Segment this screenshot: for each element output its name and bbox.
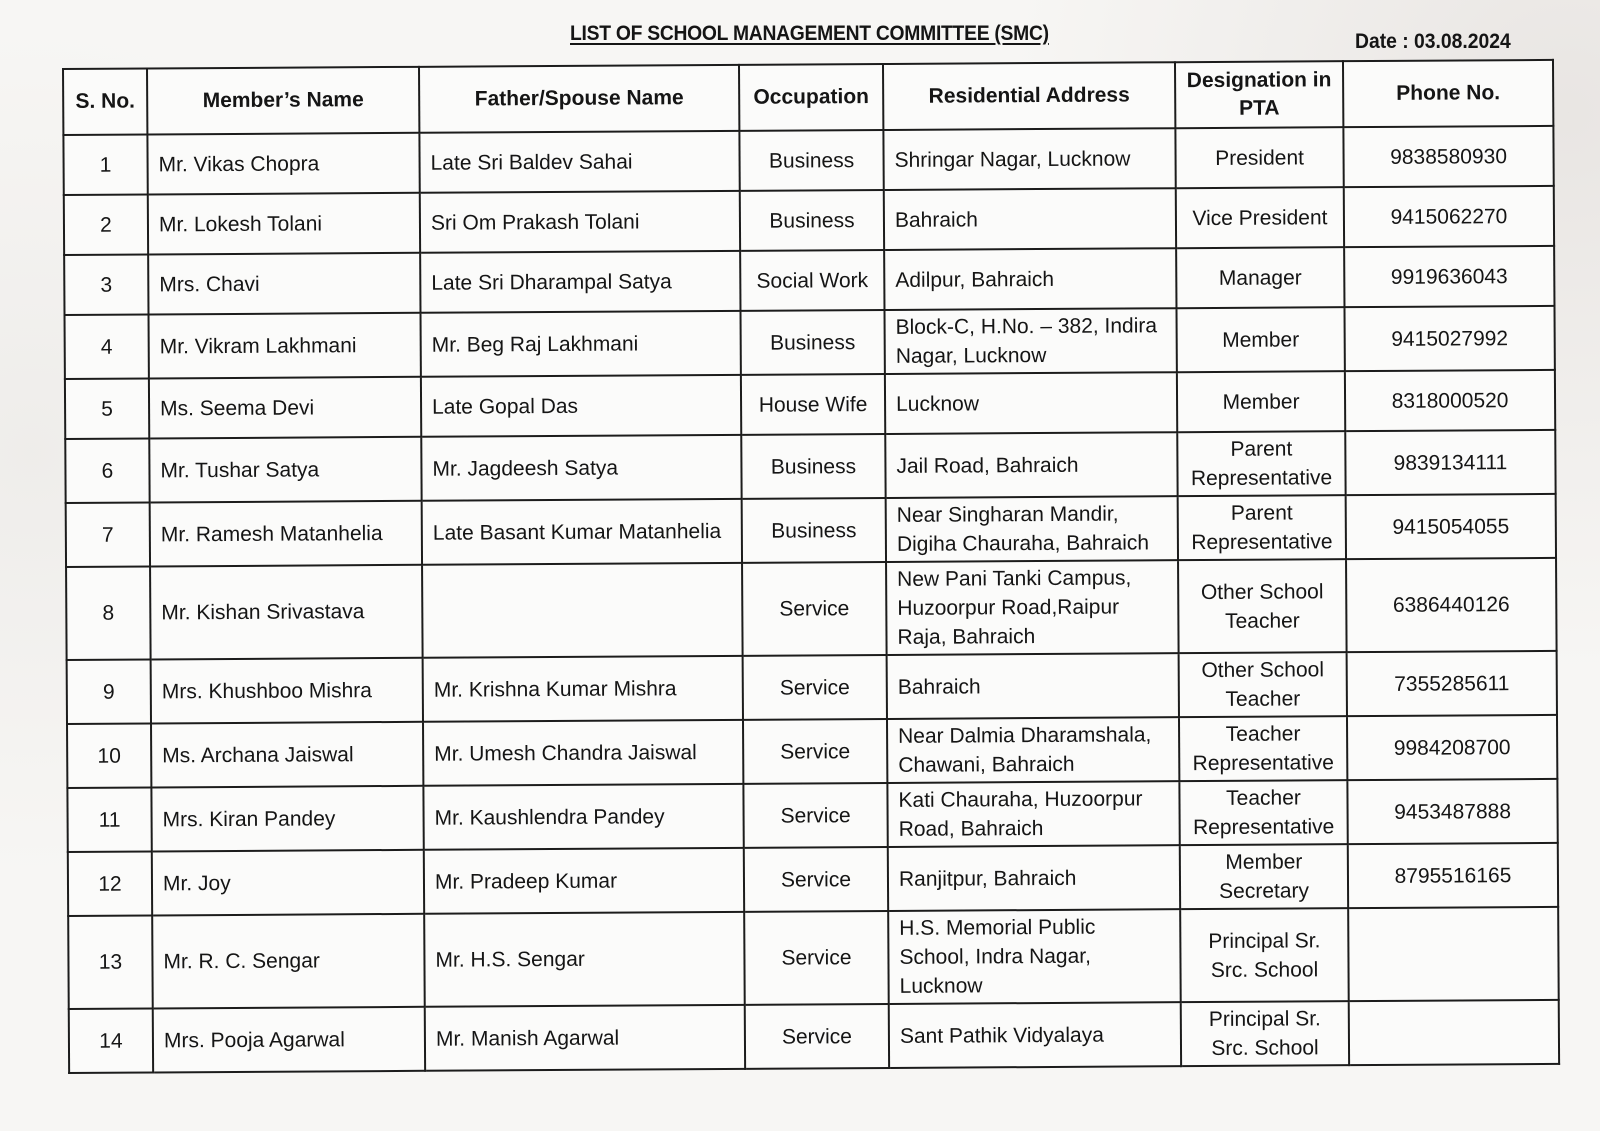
header-occupation: Occupation — [739, 64, 883, 131]
cell-residential-address: Block-C, H.No. – 382, Indira Nagar, Lucknow — [884, 308, 1176, 374]
cell-designation: Other School Teacher — [1179, 652, 1347, 717]
cell-phone: 8318000520 — [1345, 370, 1555, 431]
cell-father-spouse-name: Mr. Krishna Kumar Mishra — [423, 656, 743, 722]
cell-member-name: Mrs. Kiran Pandey — [151, 786, 423, 852]
cell-occupation: Service — [744, 911, 889, 1005]
cell-father-spouse-name: Sri Om Prakash Tolani — [420, 191, 740, 253]
cell-designation: Parent Representative — [1178, 495, 1346, 560]
cell-member-name: Mr. Vikram Lakhmani — [149, 313, 421, 379]
cell-sno: 13 — [68, 915, 153, 1009]
header-residential-address: Residential Address — [883, 62, 1175, 130]
cell-father-spouse-name: Late Sri Baldev Sahai — [419, 131, 739, 193]
cell-designation: President — [1175, 127, 1343, 188]
cell-residential-address: H.S. Memorial Public School, Indra Nagar, Lucknow — [888, 909, 1181, 1004]
cell-designation: Principal Sr. Src. School — [1181, 1001, 1349, 1066]
cell-sno: 12 — [68, 851, 152, 916]
cell-designation: Parent Representative — [1177, 431, 1345, 496]
cell-father-spouse-name — [422, 563, 743, 658]
cell-member-name: Mr. Vikas Chopra — [147, 133, 419, 195]
cell-phone: 9838580930 — [1343, 126, 1553, 187]
cell-phone — [1348, 907, 1559, 1001]
cell-member-name: Mrs. Chavi — [148, 253, 420, 315]
page-header — [0, 18, 1600, 58]
cell-designation: Teacher Representative — [1179, 716, 1347, 781]
cell-occupation: Service — [743, 655, 887, 720]
cell-sno: 5 — [65, 378, 149, 439]
cell-residential-address: Bahraich — [884, 188, 1176, 250]
table-row — [65, 430, 1555, 503]
cell-occupation: Business — [740, 310, 884, 375]
cell-phone: 9839134111 — [1345, 430, 1555, 495]
cell-designation: Teacher Representative — [1179, 780, 1347, 845]
smc-table-container — [62, 59, 1558, 1074]
table-row — [66, 494, 1556, 567]
cell-residential-address: Ranjitpur, Bahraich — [888, 845, 1180, 911]
cell-sno: 7 — [66, 502, 150, 567]
cell-father-spouse-name: Late Basant Kumar Matanhelia — [422, 499, 742, 565]
cell-member-name: Mrs. Khushboo Mishra — [151, 658, 423, 724]
cell-occupation: Service — [743, 783, 887, 848]
cell-father-spouse-name: Mr. H.S. Sengar — [424, 912, 745, 1007]
table-row — [67, 651, 1557, 724]
cell-designation: Member — [1176, 307, 1344, 372]
cell-designation: Member Secretary — [1180, 844, 1348, 909]
smc-members-table — [62, 59, 1560, 1074]
cell-residential-address: Sant Pathik Vidyalaya — [889, 1002, 1181, 1068]
cell-member-name: Mr. R. C. Sengar — [152, 914, 425, 1009]
cell-phone: 8795516165 — [1348, 843, 1558, 908]
header-designation: Designation in PTA — [1175, 61, 1343, 128]
table-row — [64, 246, 1554, 315]
cell-designation: Vice President — [1176, 187, 1344, 248]
cell-sno: 11 — [67, 787, 151, 852]
cell-sno: 4 — [65, 314, 149, 379]
cell-residential-address: Jail Road, Bahraich — [885, 432, 1177, 498]
cell-father-spouse-name: Mr. Kaushlendra Pandey — [423, 784, 743, 850]
table-header-row — [63, 60, 1553, 135]
cell-occupation: Business — [742, 498, 886, 563]
cell-sno: 8 — [66, 566, 151, 660]
table-row — [68, 907, 1559, 1009]
table-row — [67, 715, 1557, 788]
table-row — [63, 126, 1553, 195]
cell-member-name: Ms. Archana Jaiswal — [151, 722, 423, 788]
cell-phone: 9415027992 — [1344, 306, 1554, 371]
cell-occupation: Business — [741, 434, 885, 499]
cell-member-name: Mr. Kishan Srivastava — [150, 565, 423, 660]
cell-sno: 9 — [67, 659, 151, 724]
cell-residential-address: New Pani Tanki Campus, Huzoorpur Road,Raipur Raja, Bahraich — [886, 560, 1179, 655]
cell-designation: Manager — [1176, 247, 1344, 308]
cell-phone — [1349, 1000, 1559, 1065]
cell-father-spouse-name: Late Sri Dharampal Satya — [420, 251, 740, 313]
cell-phone: 9453487888 — [1347, 779, 1557, 844]
header-member-name: Member’s Name — [147, 67, 419, 135]
cell-residential-address: Kati Chauraha, Huzoorpur Road, Bahraich — [887, 781, 1179, 847]
cell-sno: 2 — [64, 194, 148, 255]
cell-residential-address: Near Dalmia Dharamshala, Chawani, Bahraich — [887, 717, 1179, 783]
header-sno: S. No. — [63, 68, 147, 135]
cell-residential-address: Bahraich — [887, 653, 1179, 719]
table-body — [63, 126, 1559, 1073]
cell-sno: 14 — [69, 1008, 153, 1073]
cell-father-spouse-name: Late Gopal Das — [421, 375, 741, 437]
cell-sno: 3 — [64, 254, 148, 315]
cell-father-spouse-name: Mr. Umesh Chandra Jaiswal — [423, 720, 743, 786]
cell-father-spouse-name: Mr. Beg Raj Lakhmani — [421, 311, 741, 377]
cell-member-name: Mrs. Pooja Agarwal — [153, 1007, 425, 1073]
document-date: Date : 03.08.2024 — [1355, 30, 1511, 53]
table-row — [65, 306, 1555, 379]
cell-member-name: Mr. Joy — [152, 850, 424, 916]
cell-occupation: Social Work — [740, 250, 884, 311]
cell-phone: 9919636043 — [1344, 246, 1554, 307]
cell-occupation: House Wife — [741, 374, 885, 435]
cell-phone: 9415062270 — [1344, 186, 1554, 247]
cell-member-name: Mr. Tushar Satya — [149, 437, 421, 503]
cell-phone: 9415054055 — [1346, 494, 1556, 559]
document-title: LIST OF SCHOOL MANAGEMENT COMMITTEE (SMC) — [570, 22, 1049, 45]
cell-residential-address: Adilpur, Bahraich — [884, 248, 1176, 310]
cell-member-name: Mr. Ramesh Matanhelia — [150, 501, 422, 567]
cell-father-spouse-name: Mr. Manish Agarwal — [425, 1005, 745, 1071]
cell-occupation: Service — [743, 719, 887, 784]
table-row — [64, 186, 1554, 255]
cell-residential-address: Shringar Nagar, Lucknow — [883, 128, 1175, 190]
cell-designation: Member — [1177, 371, 1345, 432]
cell-phone: 6386440126 — [1346, 558, 1557, 652]
cell-occupation: Service — [742, 562, 887, 656]
cell-residential-address: Lucknow — [885, 372, 1177, 434]
table-row — [69, 1000, 1559, 1073]
cell-member-name: Ms. Seema Devi — [149, 377, 421, 439]
table-row — [67, 779, 1557, 852]
cell-sno: 1 — [63, 134, 147, 195]
header-phone: Phone No. — [1343, 60, 1553, 127]
cell-designation: Principal Sr. Src. School — [1180, 908, 1349, 1002]
cell-designation: Other School Teacher — [1178, 559, 1347, 653]
header-father-spouse-name: Father/Spouse Name — [419, 65, 739, 133]
cell-member-name: Mr. Lokesh Tolani — [148, 193, 420, 255]
table-row — [65, 370, 1555, 439]
cell-father-spouse-name: Mr. Jagdeesh Satya — [421, 435, 741, 501]
cell-phone: 9984208700 — [1347, 715, 1557, 780]
cell-occupation: Business — [740, 190, 884, 251]
cell-occupation: Service — [744, 847, 888, 912]
cell-residential-address: Near Singharan Mandir, Digiha Chauraha, Bahraich — [886, 496, 1178, 562]
table-row — [66, 558, 1557, 660]
cell-phone: 7355285611 — [1347, 651, 1557, 716]
cell-occupation: Business — [739, 130, 883, 191]
cell-father-spouse-name: Mr. Pradeep Kumar — [424, 848, 744, 914]
table-row — [68, 843, 1558, 916]
cell-occupation: Service — [745, 1004, 889, 1069]
cell-sno: 6 — [65, 438, 149, 503]
cell-sno: 10 — [67, 723, 151, 788]
